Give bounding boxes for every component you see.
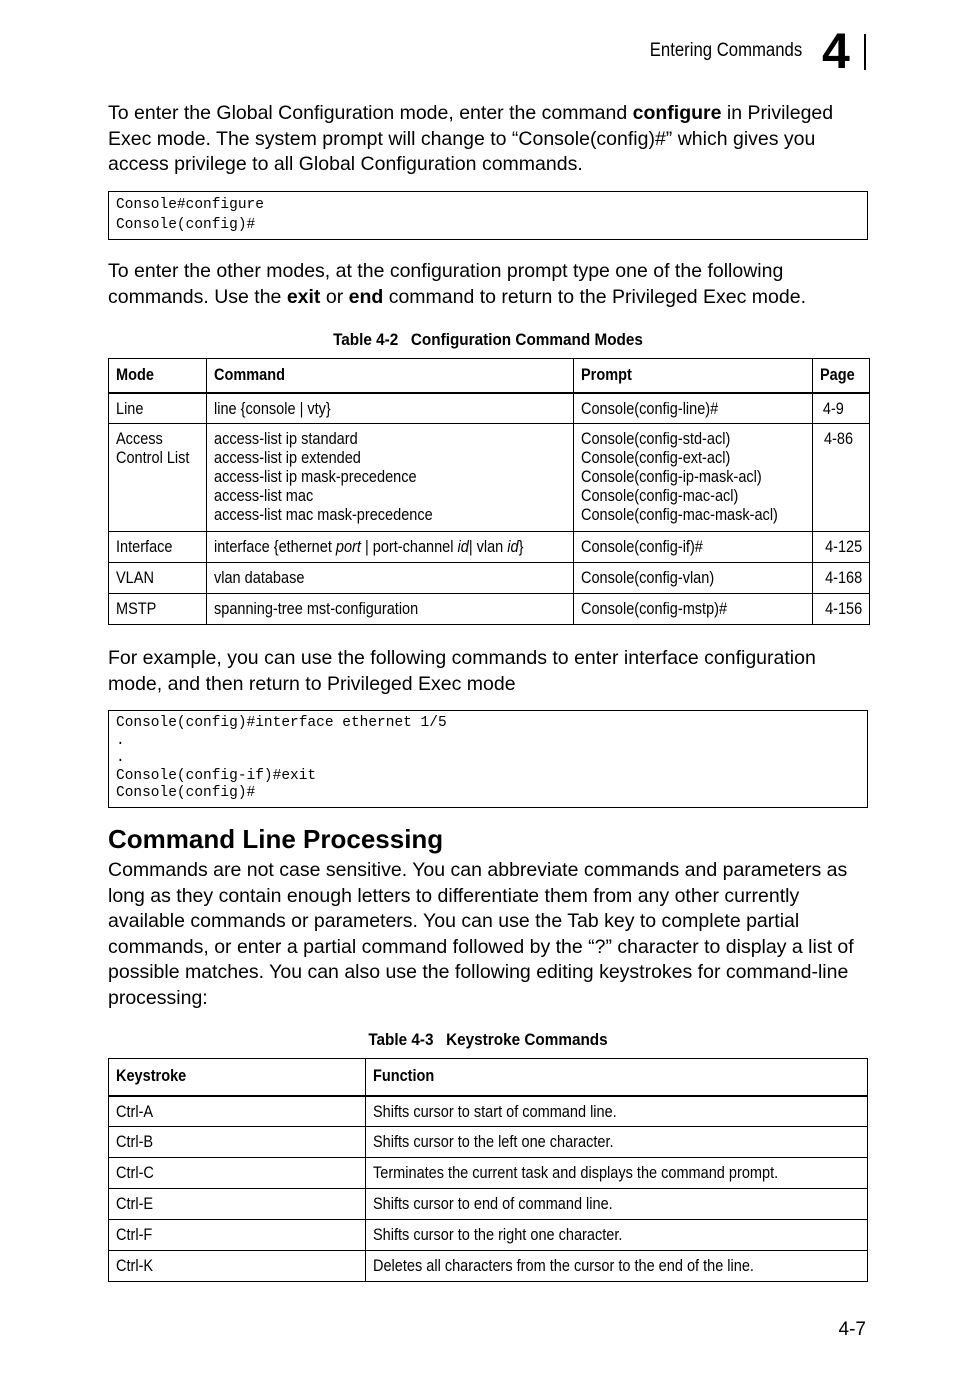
exit-keyword: exit (286, 285, 321, 308)
table-header-row (109, 359, 870, 393)
cell-keystroke: Ctrl-C (109, 1158, 366, 1189)
cell-prompt: Console(config-vlan) (574, 563, 813, 594)
cell-prompt: Console(config-mstp)# (574, 594, 813, 625)
cell-function: Shifts cursor to the right one character. (366, 1220, 868, 1251)
cell-command: spanning-tree mst-configuration (207, 594, 574, 625)
cell-prompt: Console(config-std-acl) Console(config-ext-acl) Console(config-ip-mask-acl) Console(config-mac-acl) Console(config-mac-mask-acl) (574, 424, 813, 532)
para2-text-b: or (320, 285, 349, 308)
header-function: Function (366, 1059, 868, 1096)
cell-function: Terminates the current task and displays the command prompt. (366, 1158, 868, 1189)
table-row (109, 1189, 868, 1220)
para1-text-b: in Privileged Exec mode. The system prompt will change to “Console(config)#” which gives you access privilege to all Global Configuration commands. (108, 102, 834, 175)
keystroke-table (108, 1058, 868, 1282)
cell-command: access-list ip standard access-list ip extended access-list ip mask-precedence access-list mac access-list mac mask-precedence (207, 424, 574, 532)
table-row (109, 1251, 868, 1282)
cell-function: Shifts cursor to end of command line. (366, 1189, 868, 1220)
example-paragraph: For example, you can use the following commands to enter interface configuration mode, and then return to Privileged Exec mode (108, 647, 816, 695)
cell-prompt: Console(config-if)# (574, 532, 813, 563)
page-number: 4-7 (838, 1319, 866, 1340)
table-4-2-caption (146, 330, 830, 350)
table-row (109, 563, 870, 594)
header-keystroke: Keystroke (109, 1059, 366, 1096)
table-4-3-title: Keystroke Commands (446, 1030, 608, 1049)
cell-prompt: Console(config-line)# (574, 393, 813, 424)
table-row (109, 1158, 868, 1189)
modes-paragraph (108, 259, 873, 310)
table-row (109, 1096, 868, 1127)
cell-keystroke: Ctrl-A (109, 1096, 366, 1127)
intro-paragraph (108, 101, 873, 178)
running-header-title: Entering Commands (649, 40, 802, 61)
header-command: Command (207, 359, 574, 393)
cell-mode: Interface (109, 532, 207, 563)
cell-page: 4-156 (812, 594, 869, 625)
config-modes-table (108, 358, 870, 625)
cell-page: 4-168 (812, 563, 869, 594)
code-block-interface: Console(config)#interface ethernet 1/5 . . Console(config-if)#exit Console(config)# (108, 710, 868, 808)
para2-text-c: command to return to the Privileged Exec mode. (383, 285, 807, 308)
table-row (109, 424, 870, 532)
cell-keystroke: Ctrl-K (109, 1251, 366, 1282)
chapter-divider (864, 34, 866, 70)
cell-function: Shifts cursor to the left one character. (366, 1127, 868, 1158)
cell-command: vlan database (207, 563, 574, 594)
cell-keystroke: Ctrl-E (109, 1189, 366, 1220)
cell-mode: Line (109, 393, 207, 424)
header-mode: Mode (109, 359, 207, 393)
table-4-2-number: Table 4-2 (333, 330, 399, 349)
para2-text-a: To enter the other modes, at the configuration prompt type one of the following commands. Use the (108, 260, 784, 308)
table-4-2-title: Configuration Command Modes (410, 330, 643, 349)
cell-command: line {console | vty} (207, 393, 574, 424)
table-header-row (109, 1059, 868, 1096)
section-heading: Command Line Processing (108, 824, 444, 854)
end-keyword: end (348, 285, 384, 308)
cell-mode: VLAN (109, 563, 207, 594)
cell-command: interface {ethernet port | port-channel id| vlan id} (207, 532, 574, 563)
cell-function: Shifts cursor to start of command line. (366, 1096, 868, 1127)
table-row (109, 594, 870, 625)
code-block-configure: Console#configure Console(config)# (108, 191, 868, 240)
header-page: Page (812, 359, 869, 393)
cell-mode: Access Control List (109, 424, 207, 532)
table-row (109, 532, 870, 563)
chapter-number: 4 (822, 23, 850, 79)
cell-page: 4-86 (812, 424, 869, 532)
table-4-3-number: Table 4-3 (368, 1030, 434, 1049)
header-prompt: Prompt (574, 359, 813, 393)
section-body: Commands are not case sensitive. You can abbreviate commands and parameters as long as they contain enough letters to differentiate them from any other currently available commands or parameters. You can use the Tab key to complete partial commands, or enter a partial command followed by the “?” character to display a list of possible matches. You can also use the following editing keystrokes for command-line processing: (108, 859, 854, 1009)
cell-keystroke: Ctrl-B (109, 1127, 366, 1158)
table-4-3-caption (146, 1030, 830, 1050)
table-row (109, 1127, 868, 1158)
configure-keyword: configure (632, 102, 722, 124)
cell-page: 4-125 (812, 532, 869, 563)
cell-keystroke: Ctrl-F (109, 1220, 366, 1251)
table-row (109, 1220, 868, 1251)
cell-mode: MSTP (109, 594, 207, 625)
table-row (109, 393, 870, 424)
cell-function: Deletes all characters from the cursor to the end of the line. (366, 1251, 868, 1282)
cell-page: 4-9 (812, 393, 869, 424)
para1-text-a: To enter the Global Configuration mode, enter the command (108, 102, 633, 124)
